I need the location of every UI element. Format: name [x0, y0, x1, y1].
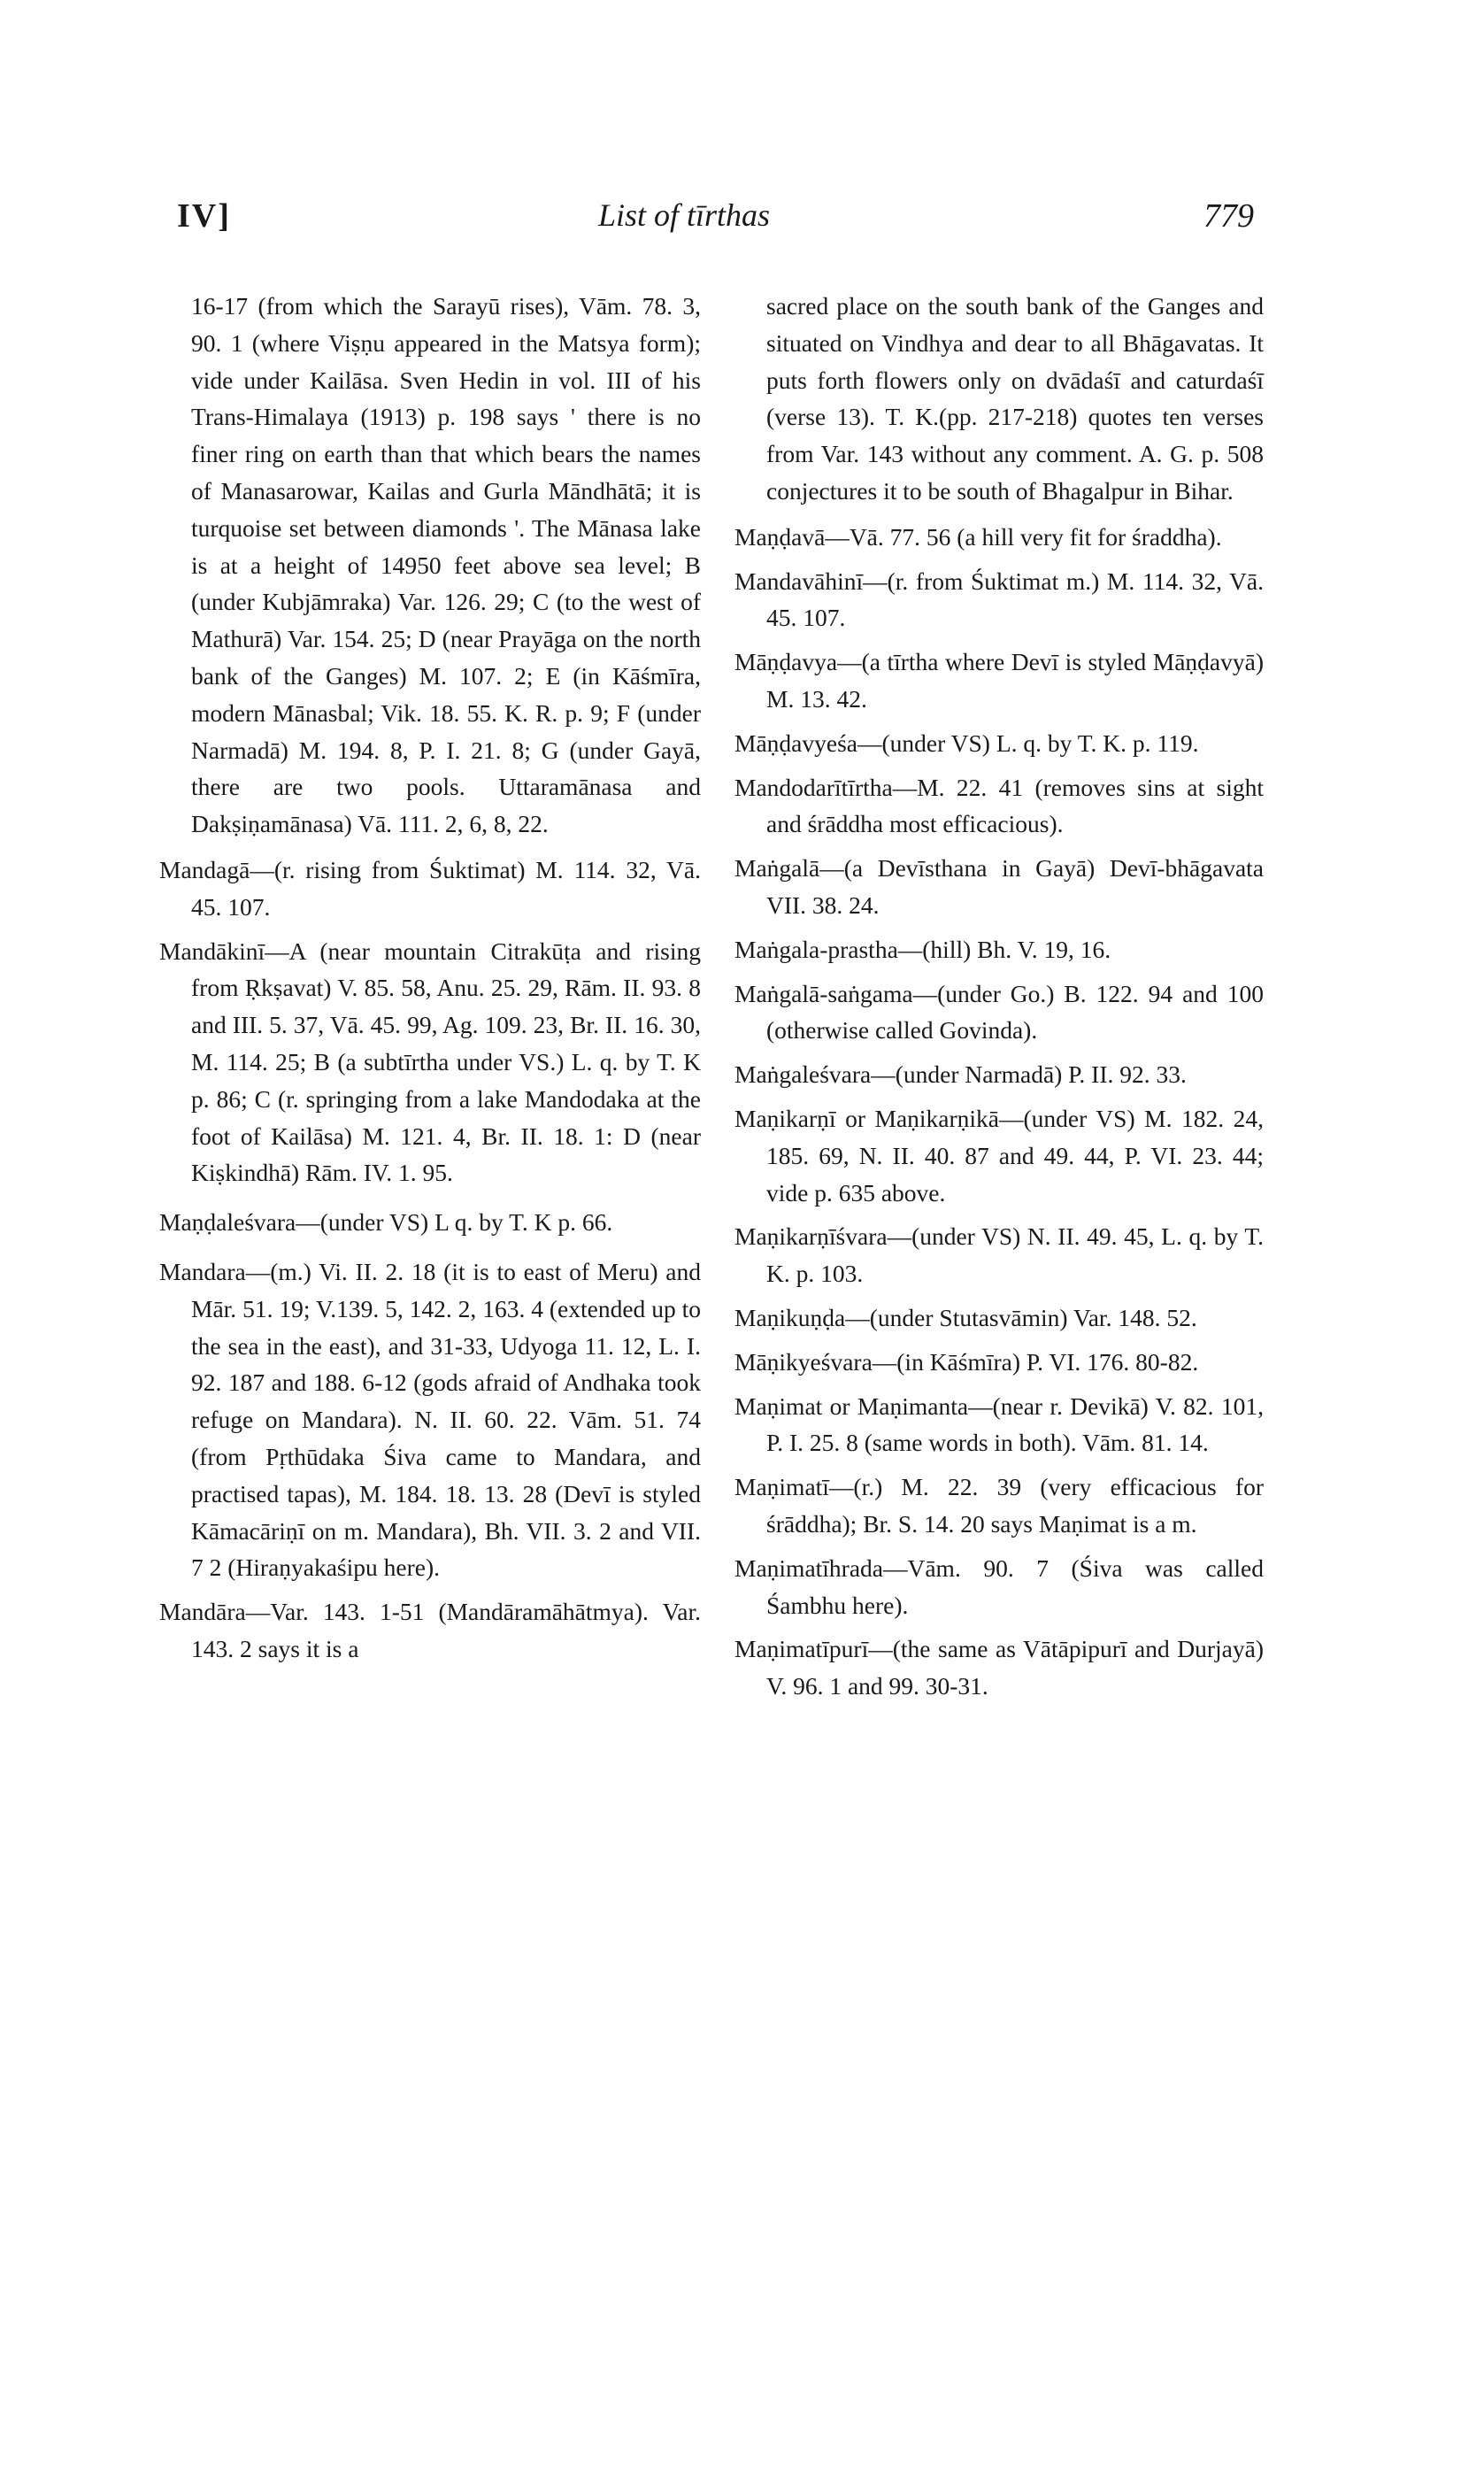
entry-manimati: Maṇimatī—(r.) M. 22. 39 (very efficacious for śrāddha); Br. S. 14. 20 says Maṇimat is a m. [734, 1473, 1264, 1538]
entry-manikarni: Maṇikarṇī or Maṇikarṇikā—(under VS) M. 182. 24, 185. 69, N. II. 40. 87 and 49. 44, P. VI. 23. 44; vide p. 635 above. [734, 1104, 1264, 1207]
entry-manikunda: Maṇikuṇḍa—(under Stutasvāmin) Var. 148. 52. [734, 1303, 1197, 1331]
page-number: 779 [1203, 197, 1254, 235]
entry-mangala: Maṅgalā—(a Devīsthana in Gayā) Devī-bhāgavata VII. 38. 24. [734, 854, 1264, 919]
entry-mandakini: Mandākinī—A (near mountain Citrakūṭa and rising from Ṛkṣavat) V. 85. 58, Anu. 25. 29, Rām. II. 93. 8 and III. 5. 37, Vā. 45. 99, Ag. 109. 23, Br. II. 16. 30, M. 114. 25; B (a subtīrtha under VS.) L. q. by T. K p. 86; C (r. springing from a lake Mandodaka at the foot of Kailāsa) M. 121. 4, Br. II. 18. 1: D (near Kiṣkindhā) Rām. IV. 1. 95. [159, 937, 701, 1187]
entry-mangala-sangama: Maṅgalā-saṅgama—(under Go.) B. 122. 94 and 100 (otherwise called Govinda). [734, 979, 1264, 1045]
page-title: List of tīrthas [598, 197, 771, 233]
entry-manikyesvara: Māṇikyeśvara—(in Kāśmīra) P. VI. 176. 80-82. [734, 1347, 1199, 1376]
running-head [0, 197, 1484, 250]
entry-mandavya: Māṇḍavya—(a tīrtha where Devī is styled Māṇḍavyā) M. 13. 42. [734, 648, 1264, 713]
entry-mandara-continuation: sacred place on the south bank of the Ganges and situated on Vindhya and dear to all Bhāgavatas. It puts forth flowers only on dvādaśī and caturdaśī (verse 13). T. K.(pp. 217-218) quotes ten verses from Var. 143 without any comment. A. G. p. 508 conjectures it to be south of Bhagalpur in Bihar. [766, 292, 1264, 505]
entry-manimat: Maṇimat or Maṇimanta—(near r. Devikā) V. 82. 101, P. I. 25. 8 (same words in both). Vām. 81. 14. [734, 1392, 1264, 1457]
entry-mandavyesa: Māṇḍavyeśa—(under VS) L. q. by T. K. p. 119. [734, 729, 1199, 757]
right-column [734, 288, 1264, 1712]
section-marker: IV] [177, 197, 231, 235]
entry-mandaga: Mandagā—(r. rising from Śuktimat) M. 114. 32, Vā. 45. 107. [159, 855, 701, 921]
entry-manimatipuri: Maṇimatīpurī—(the same as Vātāpipurī and Durjayā) V. 96. 1 and 99. 30-31. [734, 1635, 1264, 1700]
left-column [159, 288, 701, 1675]
entry-mandava: Maṇḍavā—Vā. 77. 56 (a hill very fit for śraddha). [734, 522, 1222, 551]
entry-mandalesvara: Maṇḍaleśvara—(under VS) L q. by T. K p. 66. [159, 1208, 613, 1237]
entry-manikarnisvara: Maṇikarṇīśvara—(under VS) N. II. 49. 45, L. q. by T. K. p. 103. [734, 1222, 1264, 1288]
entry-mandavahini: Mandavāhinī—(r. from Śuktimat m.) M. 114. 32, Vā. 45. 107. [734, 567, 1264, 632]
entry-manasa-continuation: 16-17 (from which the Sarayū rises), Vām. 78. 3, 90. 1 (where Viṣṇu appeared in the Matsya form); vide under Kailāsa. Sven Hedin in vol. III of his Trans-Himalaya (1913) p. 198 says ' there is no finer ring on earth than that which bears the names of Manasarowar, Kailas and Gurla Māndhātā; it is turquoise set between diamonds '. The Mānasa lake is at a height of 14950 feet above sea level; B (under Kubjāmraka) Var. 126. 29; C (to the west of Mathurā) Var. 154. 25; D (near Prayāga on the north bank of the Ganges) M. 107. 2; E (in Kāśmīra, modern Mānasbal; Vik. 18. 55. K. R. p. 9; F (under Narmadā) M. 194. 8, P. I. 21. 8; G (under Gayā, there are two pools. Uttaramānasa and Dakṣiṇamānasa) Vā. 111. 2, 6, 8, 22. [191, 292, 701, 838]
entry-mandodaritirtha: Mandodarītīrtha—M. 22. 41 (removes sins at sight and śrāddha most efficacious). [734, 773, 1264, 838]
entry-mangala-prastha: Maṅgala-prastha—(hill) Bh. V. 19, 16. [734, 935, 1111, 963]
entry-manimatihrada: Maṇimatīhrada—Vām. 90. 7 (Śiva was called Śambhu here). [734, 1553, 1264, 1619]
entry-mandara: Mandara—(m.) Vi. II. 2. 18 (it is to east of Meru) and Mār. 51. 19; V.139. 5, 142. 2, 163. 4 (extended up to the sea in the east), and 31-33, Udyoga 11. 12, L. I. 92. 187 and 188. 6-12 (gods afraid of Andhaka took refuge on Mandara). N. II. 60. 22. Vām. 51. 74 (from Pṛthūdaka Śiva came to Mandara, and practised tapas), M. 184. 18. 13. 28 (Devī is styled Kāmacāriṇī on m. Mandara), Bh. VII. 3. 2 and VII. 7 2 (Hiraṇyakaśipu here). [159, 1257, 701, 1582]
entry-mandara-var: Mandāra—Var. 143. 1-51 (Mandāramāhātmya). Var. 143. 2 says it is a [159, 1598, 701, 1662]
entry-mangalesvara: Maṅgaleśvara—(under Narmadā) P. II. 92. 33. [734, 1060, 1187, 1089]
